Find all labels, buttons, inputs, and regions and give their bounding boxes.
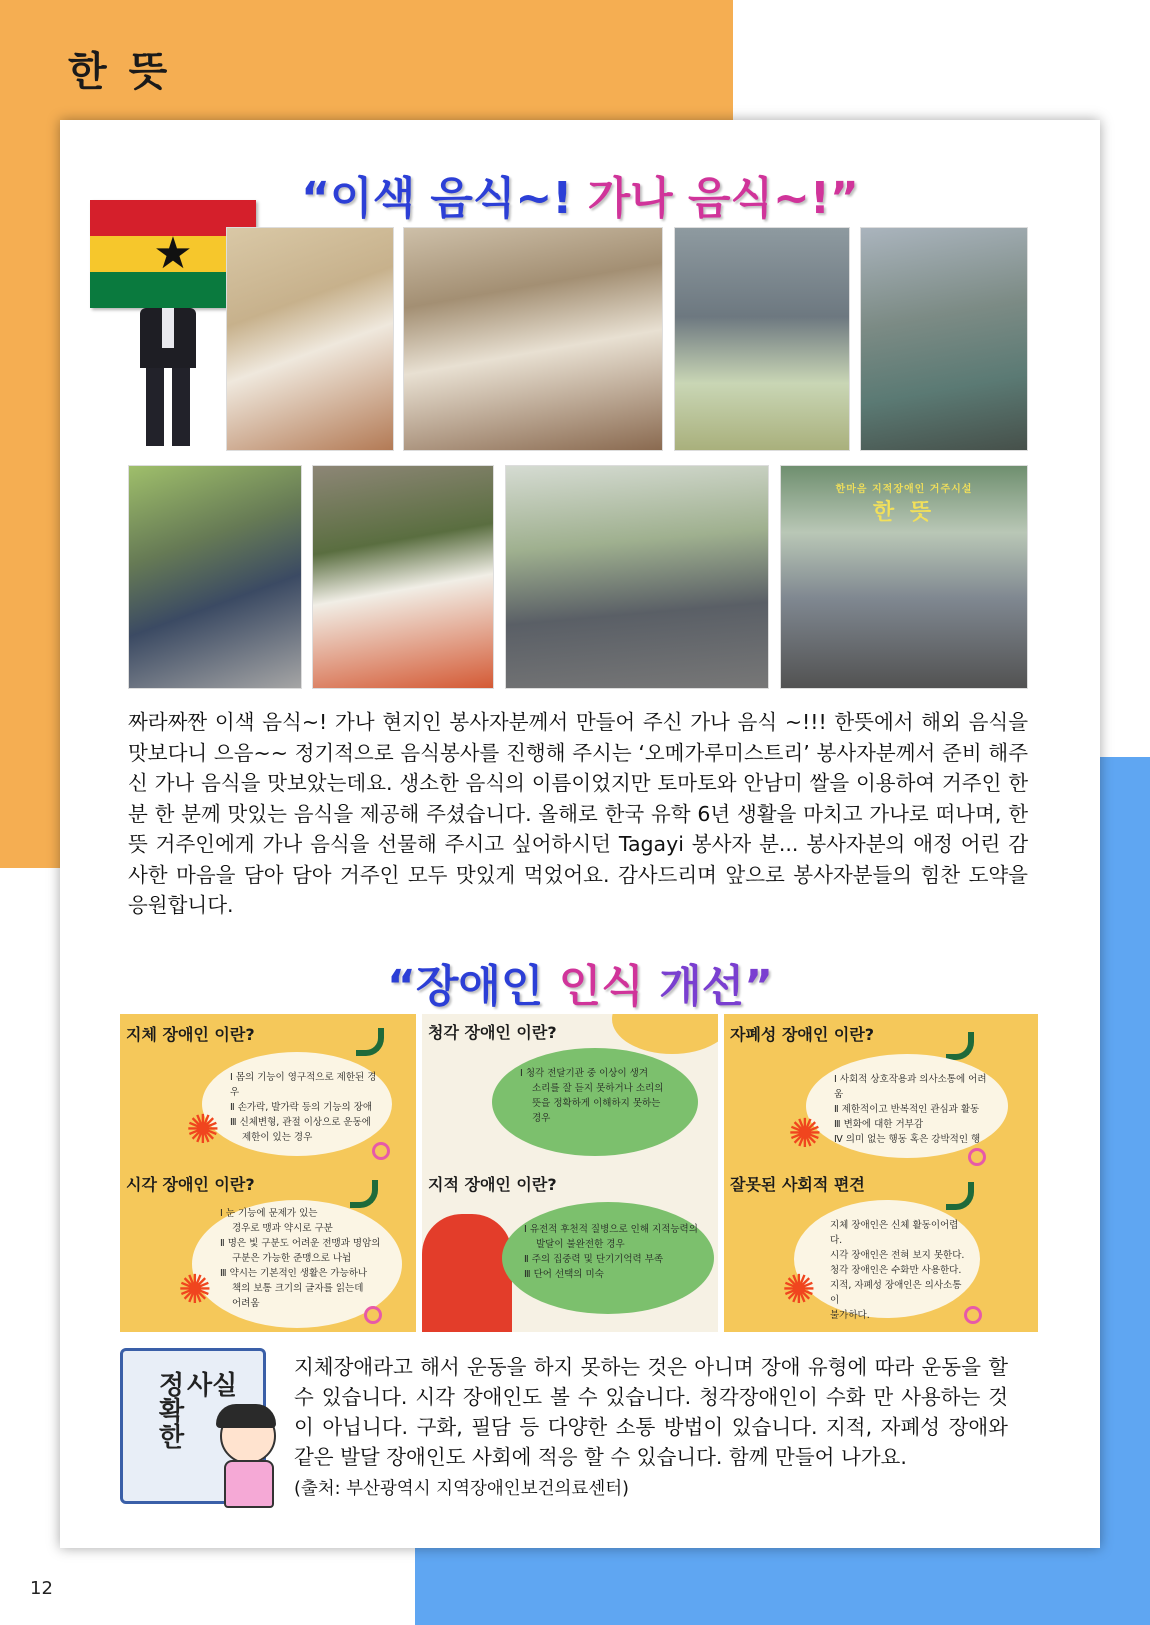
info-line: 어려움 [232, 1298, 260, 1309]
flower-icon: ✺ [782, 1267, 816, 1313]
headline2-part-1: “장애인 [386, 961, 559, 1012]
info-line: 불가하다. [830, 1310, 870, 1321]
headline-part-2: 가나 음식~!” [587, 173, 859, 224]
mascot-illustration [120, 1348, 280, 1508]
info-line: Ⅰ 사회적 상호작용과 의사소통에 어려움 [834, 1074, 987, 1100]
flower-icon: ✺ [186, 1107, 220, 1153]
mascot-word-accurate: 정확한 [154, 1371, 184, 1449]
info-line: Ⅰ 눈 기능에 문제가 있는 [220, 1208, 318, 1219]
person-holding-flag-illustration [140, 308, 196, 450]
ghana-dish-plate-photo [312, 465, 494, 689]
article2-headline [60, 950, 1100, 1014]
info-line: 지적, 자폐성 장애인은 의사소통이 [830, 1280, 962, 1306]
green-hook-icon [356, 1028, 384, 1056]
green-hook-icon [350, 1180, 378, 1208]
ghana-flag-icon: ★ [90, 200, 256, 308]
info-line: Ⅱ 명은 빛 구분도 어려운 전맹과 명암의 [220, 1238, 381, 1249]
physical-disability-title: 지체 장애인 이란? [126, 1025, 255, 1044]
autism-disability-title: 자폐성 장애인 이란? [730, 1025, 875, 1044]
dining-hall-photo-1 [226, 227, 394, 451]
infographic-panel-right [724, 1014, 1038, 1332]
info-line: 지체 장애인은 신체 활동이어렵다. [830, 1220, 959, 1246]
info-line: 뜻을 정확하게 이해하지 못하는 [532, 1098, 661, 1109]
flower-icon: ✺ [788, 1111, 822, 1157]
info-line: Ⅲ 단어 선택의 미숙 [524, 1269, 604, 1280]
info-line: 구분은 가능한 준맹으로 나뉨 [232, 1253, 352, 1264]
ring-icon [364, 1306, 382, 1324]
info-line: 발달이 불완전한 경우 [536, 1239, 625, 1250]
article2-body: 지체장애라고 해서 운동을 하지 못하는 것은 아니며 장애 유형에 따라 운동을 할 수 있습니다. 시각 장애인도 볼 수 있습니다. 청각장애인이 수화 만 사용하는 것이 아닙니다. 구화, 필담 등 다양한 소통 방법이 있습니다. 지적, 자폐성 장애와 같은 발달 장애인도 사회에 적응 할 수 있습니다. 함께 만들어 나가요. [294, 1355, 1008, 1469]
dining-hall-photo-2 [403, 227, 663, 451]
info-line: Ⅰ 청각 전달기관 중 이상이 생겨 [520, 1068, 649, 1079]
social-prejudice-bubble [794, 1200, 980, 1321]
info-line: 경우로 맹과 약시로 구분 [232, 1223, 333, 1234]
visual-disability-title: 시각 장애인 이란? [126, 1175, 255, 1194]
chef-cooking-photo [128, 465, 302, 689]
cartoon-girl-icon [210, 1408, 280, 1508]
hearing-disability-title: 청각 장애인 이란? [428, 1023, 557, 1042]
info-line: Ⅲ 약시는 기본적인 생활은 가능하나 [220, 1268, 368, 1279]
info-line: 소리를 잘 듣지 못하거나 소리의 [532, 1083, 664, 1094]
headline2-part-2: 인식 [558, 961, 660, 1012]
source-citation: (출처: 부산광역시 지역장애인보건의료센터) [294, 1479, 629, 1499]
facility-sign [781, 480, 1027, 526]
ring-icon [964, 1306, 982, 1324]
info-line: 경우 [532, 1113, 551, 1124]
green-hook-icon [946, 1032, 974, 1060]
page-number: 12 [30, 1578, 53, 1599]
info-line: Ⅱ 제한적이고 반복적인 관심과 활동 [834, 1104, 980, 1115]
info-line: 청각 장애인은 수화만 사용한다. [830, 1265, 962, 1276]
green-hook-icon [946, 1182, 974, 1210]
info-line: Ⅱ 주의 집중력 및 단기기억력 부족 [524, 1254, 664, 1265]
info-line: 제한이 있는 경우 [242, 1132, 313, 1143]
mascot-word-fact: 사실 [187, 1371, 238, 1401]
section-title: 한 뜻 [68, 49, 172, 95]
intellectual-disability-title: 지적 장애인 이란? [428, 1175, 557, 1194]
social-prejudice-title: 잘못된 사회적 편견 [730, 1175, 865, 1194]
info-line: Ⅱ 손가락, 발가락 등의 기능의 장애 [230, 1102, 373, 1113]
info-line: 책의 보통 크기의 글자를 읽는데 [232, 1283, 364, 1294]
ring-icon [968, 1148, 986, 1166]
headline-part-1: “이색 음식~! [301, 173, 588, 224]
disability-infographic [120, 1014, 1038, 1332]
infographic-panel-middle [422, 1014, 718, 1332]
infographic-panel-left [120, 1014, 416, 1332]
ring-icon [372, 1142, 390, 1160]
decorative-red-shape [422, 1214, 512, 1332]
flower-icon: ✺ [178, 1267, 212, 1313]
autism-disability-bubble [806, 1054, 1008, 1158]
intellectual-disability-bubble [502, 1202, 714, 1314]
info-line: Ⅲ 변화에 대한 거부감 [834, 1119, 924, 1130]
info-line: Ⅰ 유전적 후천적 질병으로 인해 지적능력의 [524, 1224, 698, 1235]
hearing-disability-bubble [492, 1048, 698, 1156]
info-line: Ⅳ 의미 없는 행동 혹은 강박적인 행 [834, 1134, 981, 1145]
group-entrance-photo [780, 465, 1028, 689]
group-kitchen-photo [505, 465, 769, 689]
headline2-part-3: 개선” [659, 961, 773, 1012]
physical-disability-bubble [202, 1052, 392, 1156]
kitchen-prep-photo [674, 227, 850, 451]
kitchen-cooking-photo [860, 227, 1028, 451]
article1-body: 짜라짜짠 이색 음식~! 가나 현지인 봉사자분께서 만들어 주신 가나 음식 ~!!! 한뜻에서 해외 음식을 맛보다니 으음~~ 정기적으로 음식봉사를 진행해 주시는 ‘오메가루미스트리’ 봉사자분께서 준비 해주신 가나 음식을 맛보았는데요. 생소한 음식의 이름이었지만 토마토와 안남미 쌀을 이용하여 거주인 한 분 한 분께 맛있는 음식을 제공해 주셨습니다. 올해로 한국 유학 6년 생활을 마치고 가나로 떠나며, 한뜻 거주인에게 가나 음식을 선물해 주시고 싶어하시던 Tagayi 봉사자 분... 봉사자분의 애정 어린 감사한 마음을 담아 담아 거주인 모두 맛있게 먹었어요. 감사드리며 앞으로 봉사자분들의 힘찬 도약을 응원합니다. [128, 710, 1028, 917]
info-line: Ⅰ 몸의 기능이 영구적으로 제한된 경우 [230, 1072, 377, 1098]
decorative-cloud [612, 1014, 718, 1054]
info-line: 시각 장애인은 전혀 보지 못한다. [830, 1250, 965, 1261]
info-line: Ⅲ 신체변형, 관절 이상으로 운동에 [230, 1117, 371, 1128]
content-card [60, 120, 1100, 1548]
facility-sign-title: 한 뜻 [872, 500, 936, 525]
facility-sign-subtitle: 한마음 지적장애인 거주시설 [835, 484, 973, 495]
